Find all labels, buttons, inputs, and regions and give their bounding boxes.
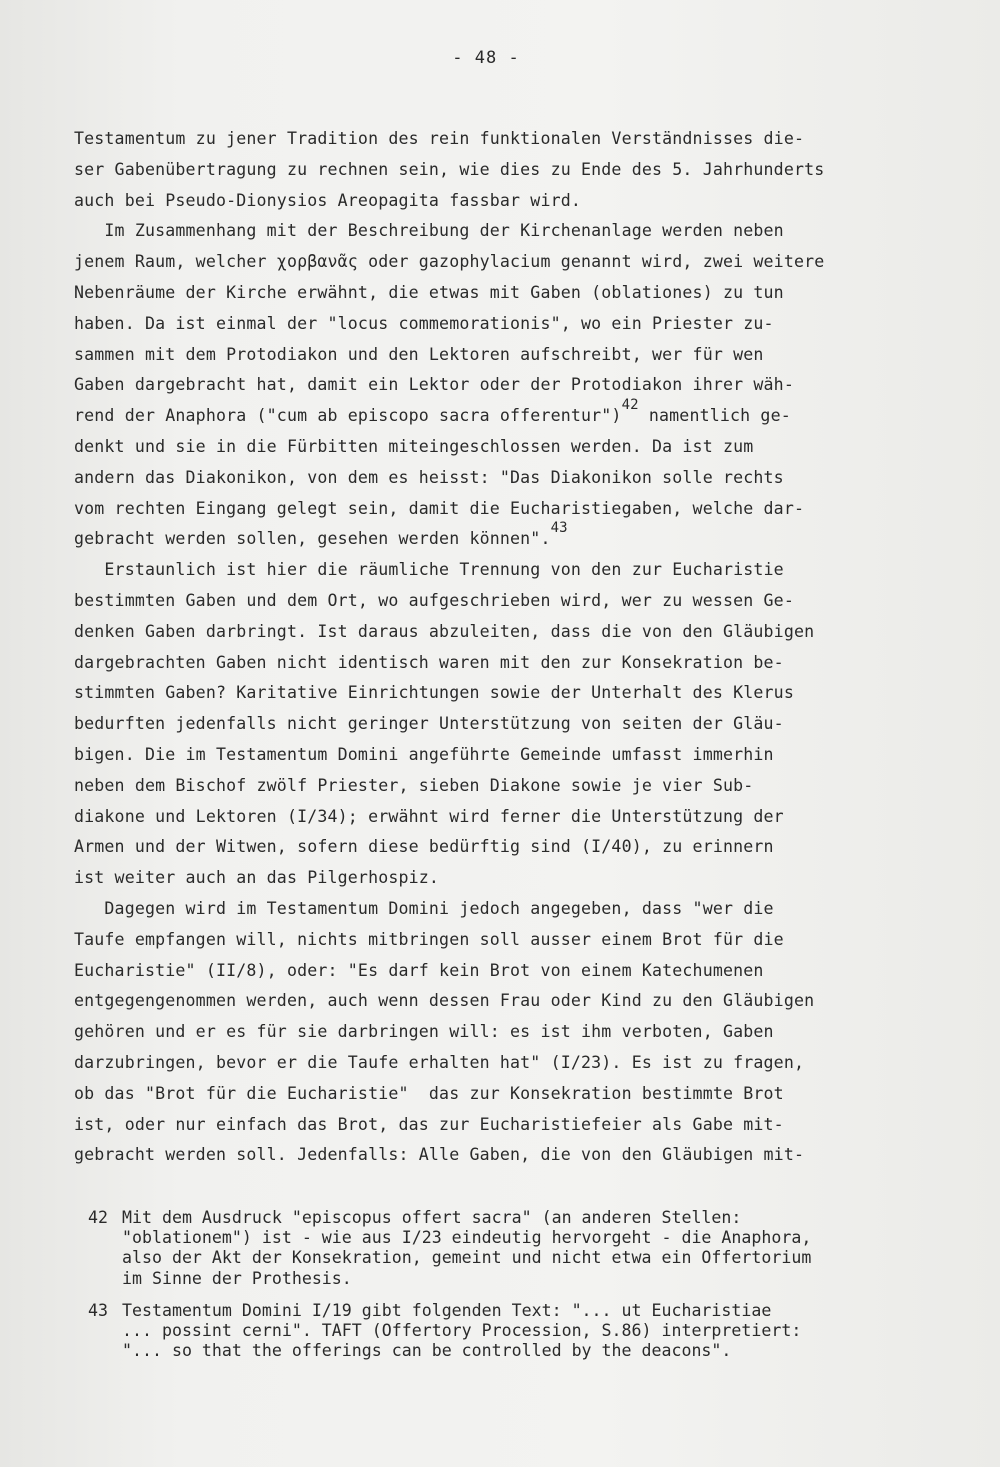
body-line <box>74 894 942 925</box>
body-line-text: gehören und er es für sie darbringen will: es ist ihm verboten, Gaben <box>74 1022 774 1042</box>
body-line <box>74 1048 942 1079</box>
body-line <box>74 925 942 956</box>
body-line-text: sammen mit dem Protodiakon und den Lektoren aufschreibt, wer für wen <box>74 344 764 364</box>
footnote-text: ... possint cerni". TAFT (Offertory Procession, S.86) interpretiert: <box>122 1321 802 1341</box>
body-line-text: Eucharistie" (II/8), oder: "Es darf kein Brot von einem Katechumenen <box>74 960 764 980</box>
footnote <box>88 1208 948 1289</box>
footnote-line <box>88 1208 948 1228</box>
body-line-text: gebracht werden soll. Jedenfalls: Alle Gaben, die von den Gläubigen mit- <box>74 1145 805 1165</box>
body-line <box>74 370 942 401</box>
body-line-text: Im Zusammenhang mit der Beschreibung der Kirchenanlage werden neben <box>74 221 784 241</box>
body-line-text: diakone und Lektoren (I/34); erwähnt wird ferner die Unterstützung der <box>74 806 784 826</box>
body-line <box>74 124 942 155</box>
body-line-text: Taufe empfangen will, nichts mitbringen soll ausser einem Brot für die <box>74 929 784 949</box>
body-line-text: Dagegen wird im Testamentum Domini jedoch angegeben, dass "wer die <box>74 898 774 918</box>
footnote-line <box>88 1228 948 1248</box>
footnote-text: Testamentum Domini I/19 gibt folgenden Text: "... ut Eucharistiae <box>122 1300 772 1320</box>
body-line-text: andern das Diakonikon, von dem es heisst: "Das Diakonikon solle rechts <box>74 467 784 487</box>
footnote-text: "oblationem") ist - wie aus I/23 eindeutig hervorgeht - die Anaphora, <box>122 1228 812 1248</box>
footnote-line <box>88 1248 948 1268</box>
body-line-text: vom rechten Eingang gelegt sein, damit die Eucharistiegaben, welche dar- <box>74 498 805 518</box>
body-line <box>74 1079 942 1110</box>
body-line <box>74 740 942 771</box>
body-line <box>74 555 942 586</box>
body-line <box>74 648 942 679</box>
footnote-line <box>88 1269 948 1289</box>
body-line-text: namentlich ge- <box>638 406 791 426</box>
body-line-text: stimmten Gaben? Karitative Einrichtungen sowie der Unterhalt des Klerus <box>74 683 794 703</box>
body-line <box>74 155 942 186</box>
body-line-text: gebracht werden sollen, gesehen werden können". <box>74 529 551 549</box>
footnote <box>88 1301 948 1362</box>
footnotes-section <box>88 1208 948 1373</box>
body-line-text: entgegengenommen werden, auch wenn dessen Frau oder Kind zu den Gläubigen <box>74 991 815 1011</box>
body-line-text: bestimmten Gaben und dem Ort, wo aufgeschrieben wird, wer zu wessen Ge- <box>74 590 794 610</box>
body-line <box>74 863 942 894</box>
body-line-text: bigen. Die im Testamentum Domini angeführte Gemeinde umfasst immerhin <box>74 744 774 764</box>
body-line-text: ob das "Brot für die Eucharistie" das zur Konsekration bestimmte Brot <box>74 1083 784 1103</box>
body-line-text: darzubringen, bevor er die Taufe erhalten hat" (I/23). Es ist zu fragen, <box>74 1052 805 1072</box>
footnote-reference: 42 <box>621 397 639 414</box>
body-line <box>74 1140 942 1171</box>
body-line-text: Nebenräume der Kirche erwähnt, die etwas mit Gaben (oblationes) zu tun <box>74 282 784 302</box>
footnote-number: 43 <box>88 1300 108 1320</box>
body-line <box>74 463 942 494</box>
body-line-text: denkt und sie in die Fürbitten miteingeschlossen werden. Da ist zum <box>74 436 754 456</box>
footnote-reference: 43 <box>550 520 568 537</box>
body-line-text: auch bei Pseudo-Dionysios Areopagita fassbar wird. <box>74 190 582 210</box>
body-line <box>74 494 942 525</box>
body-line <box>74 520 942 555</box>
body-line-text: denken Gaben darbringt. Ist daraus abzuleiten, dass die von den Gläubigen <box>74 621 815 641</box>
body-line-text: ser Gabenübertragung zu rechnen sein, wie dies zu Ende des 5. Jahrhunderts <box>74 159 825 179</box>
footnote-text: also der Akt der Konsekration, gemeint und nicht etwa ein Offertorium <box>122 1248 812 1268</box>
body-line <box>74 432 942 463</box>
footnote-line <box>88 1341 948 1361</box>
body-line <box>74 186 942 217</box>
body-line <box>74 397 942 432</box>
page-number: - 48 - <box>452 48 520 68</box>
body-line <box>74 986 942 1017</box>
body-line <box>74 956 942 987</box>
footnote-text: im Sinne der Prothesis. <box>122 1268 352 1288</box>
body-line <box>74 278 942 309</box>
body-line <box>74 771 942 802</box>
body-line <box>74 832 942 863</box>
body-line-text: Erstaunlich ist hier die räumliche Trennung von den zur Eucharistie <box>74 560 784 580</box>
body-line <box>74 340 942 371</box>
footnote-number: 42 <box>88 1208 108 1227</box>
body-line-text: neben dem Bischof zwölf Priester, sieben Diakone sowie je vier Sub- <box>74 775 754 795</box>
body-line <box>74 1110 942 1141</box>
footnote-text: "... so that the offerings can be controlled by the deacons". <box>122 1341 732 1361</box>
body-line-text: Testamentum zu jener Tradition des rein funktionalen Verständnisses die- <box>74 129 805 148</box>
footnote-text: Mit dem Ausdruck "episcopus offert sacra" (an anderen Stellen: <box>122 1208 742 1227</box>
body-line <box>74 617 942 648</box>
body-line <box>74 586 942 617</box>
body-line-text: dargebrachten Gaben nicht identisch waren mit den zur Konsekration be- <box>74 652 784 672</box>
body-line <box>74 709 942 740</box>
body-line-text: Gaben dargebracht hat, damit ein Lektor oder der Protodiakon ihrer wäh- <box>74 375 794 395</box>
body-line <box>74 1017 942 1048</box>
body-line <box>74 247 942 278</box>
body-line-text: Armen und der Witwen, sofern diese bedürftig sind (I/40), zu erinnern <box>74 837 774 857</box>
body-line <box>74 216 942 247</box>
body-line <box>74 678 942 709</box>
body-line-text: jenem Raum, welcher χορβανᾶς oder gazophylacium genannt wird, zwei weitere <box>74 252 825 272</box>
body-line <box>74 802 942 833</box>
footnote-line <box>88 1301 948 1321</box>
body-line-text: bedurften jedenfalls nicht geringer Unterstützung von seiten der Gläu- <box>74 714 784 734</box>
footnote-line <box>88 1321 948 1341</box>
body-line-text: ist weiter auch an das Pilgerhospiz. <box>74 868 440 888</box>
body-line-text: ist, oder nur einfach das Brot, das zur Eucharistiefeier als Gabe mit- <box>74 1114 784 1134</box>
body-line-text: haben. Da ist einmal der "locus commemorationis", wo ein Priester zu- <box>74 313 774 333</box>
body-line <box>74 309 942 340</box>
body-text <box>74 124 942 1171</box>
body-line-text: rend der Anaphora ("cum ab episcopo sacra offerentur") <box>74 406 622 426</box>
